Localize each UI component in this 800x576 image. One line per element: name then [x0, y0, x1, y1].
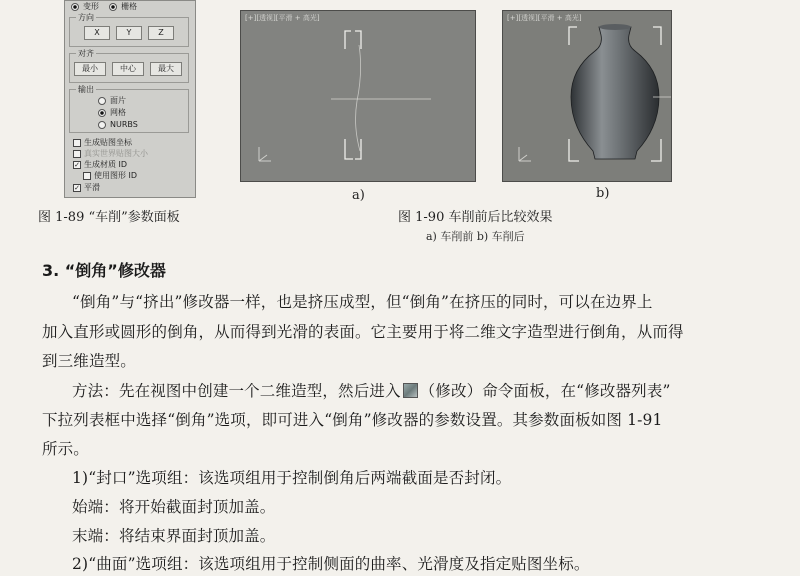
checkbox-label: 真实世界贴图大小 [84, 149, 148, 158]
option-grid-label: 栅格 [121, 2, 138, 11]
option-label: 面片 [110, 96, 126, 105]
checkbox-box: ✓ [74, 183, 80, 192]
checkbox-real-world-map[interactable] [73, 149, 148, 159]
list-item-start-cap: 始端：将开始截面封顶加盖。 [72, 498, 276, 516]
figure-1-90-subcaption: a) 车削前 b) 车削后 [426, 230, 525, 243]
list-item-surface: 2)“曲面”选项组：该选项组用于控制侧面的曲率、光滑度及指定贴图坐标。 [72, 555, 590, 573]
viewport-b-drawing [503, 11, 672, 182]
output-option-nurbs[interactable] [98, 120, 138, 130]
paragraph-line: “倒角”与“挤出”修改器一样，也是挤压成型，但“倒角”在挤压的同时，可以在边界上 [72, 293, 653, 311]
align-group-title: 对齐 [78, 49, 94, 58]
direction-x-button[interactable]: X [84, 26, 110, 40]
output-option-mesh[interactable] [98, 108, 126, 118]
direction-group-title: 方向 [78, 13, 94, 22]
vase-rim [599, 24, 631, 30]
list-item-end-cap: 末端：将结束界面封顶加盖。 [72, 527, 276, 545]
viewport-after-lathe[interactable] [502, 10, 672, 182]
direction-group [69, 13, 189, 47]
checkbox-box [73, 139, 81, 147]
paragraph-line-method [72, 379, 671, 401]
option-label: 网格 [110, 108, 126, 117]
list-item-caps: 1)“封口”选项组：该选项组用于控制倒角后两端截面是否封闭。 [72, 469, 512, 487]
checkbox-box [83, 172, 91, 180]
align-max-button[interactable]: 最大 [150, 62, 182, 76]
align-center-button[interactable]: 中心 [112, 62, 144, 76]
radio-icon [98, 109, 106, 117]
checkbox-gen-material-id[interactable] [73, 160, 127, 170]
paragraph-line: 加入直形或圆形的倒角，从而得到光滑的表面。它主要用于将二维文字造型进行倒角，从而得 [42, 323, 684, 341]
paragraph-line: 到三维造型。 [42, 352, 136, 370]
paragraph-line: 所示。 [42, 440, 89, 458]
direction-z-button[interactable]: Z [148, 26, 174, 40]
figure-1-90-caption: 图 1-90 车削前后比较效果 [398, 210, 553, 225]
align-min-button[interactable]: 最小 [74, 62, 106, 76]
checkbox-gen-mapping[interactable] [73, 138, 132, 148]
checkbox-use-shape-id[interactable] [83, 171, 137, 181]
checkbox-box [73, 150, 81, 158]
checkbox-label: 生成贴图坐标 [84, 138, 132, 147]
section-heading: 3. “倒角”修改器 [42, 261, 166, 280]
world-axis-icon [259, 147, 271, 161]
checkbox-label: 使用图形 ID [94, 171, 138, 180]
output-group-title: 输出 [78, 85, 94, 94]
viewport-b-label: b) [596, 186, 610, 201]
world-axis-icon [519, 147, 531, 161]
output-group [69, 85, 189, 133]
radio-grid[interactable] [109, 3, 117, 11]
radio-icon [98, 97, 106, 105]
vase-shape [571, 27, 659, 159]
radio-icon [98, 121, 106, 129]
profile-spline [356, 45, 361, 151]
viewport-before-lathe[interactable] [240, 10, 476, 182]
lathe-parameter-panel [64, 0, 196, 198]
align-group [69, 49, 189, 83]
viewport-a-drawing [241, 11, 476, 182]
method-text-end: （修改）命令面板，在“修改器列表” [419, 382, 671, 400]
figure-1-89-caption: 图 1-89 “车削”参数面板 [38, 210, 180, 225]
selection-brackets [345, 31, 361, 159]
viewport-label: [+][透视][平滑 + 高光] [507, 14, 582, 22]
checkbox-label: 生成材质 ID [84, 160, 128, 169]
top-options-row [71, 1, 137, 12]
checkbox-smooth[interactable] [73, 183, 100, 193]
method-text-start: 方法：先在视图中创建一个二维造型，然后进入 [72, 382, 401, 400]
checkbox-label: 平滑 [84, 183, 100, 192]
radio-deform[interactable] [71, 3, 79, 11]
option-label: NURBS [110, 120, 138, 129]
viewport-a-label: a) [352, 188, 365, 203]
checkbox-box: ✓ [74, 160, 80, 169]
modify-panel-icon [403, 383, 418, 398]
direction-y-button[interactable]: Y [116, 26, 142, 40]
viewport-label: [+][透视][平滑 + 高光] [245, 14, 320, 22]
paragraph-line: 下拉列表框中选择“倒角”选项，即可进入“倒角”修改器的参数设置。其参数面板如图 1-91 [42, 411, 663, 429]
output-option-patch[interactable] [98, 96, 126, 106]
option-deform-label: 变形 [83, 2, 99, 11]
